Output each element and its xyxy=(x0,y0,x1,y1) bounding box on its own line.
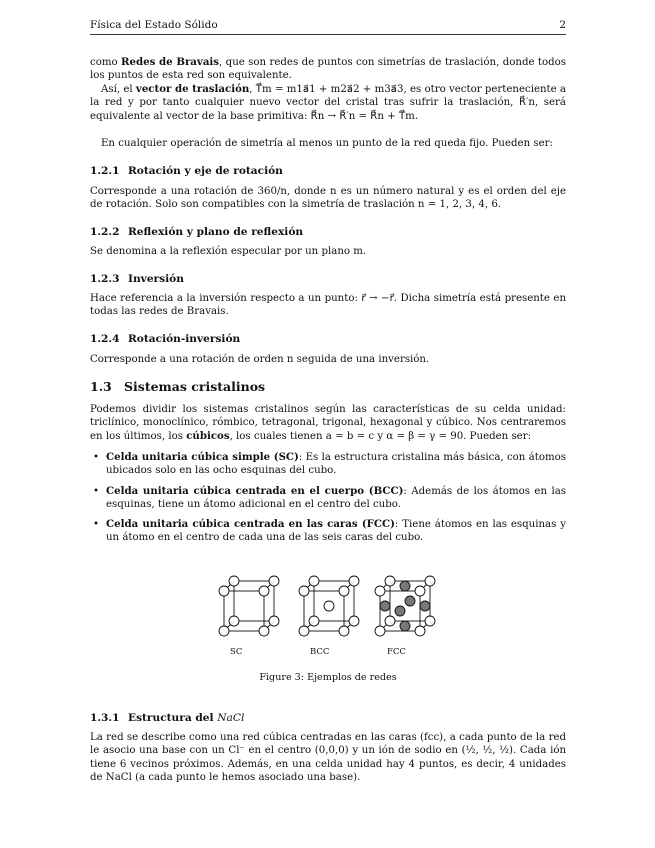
figure-label-fcc: FCC xyxy=(387,647,406,657)
bcc-cell xyxy=(299,576,359,636)
lattice-figure xyxy=(210,571,450,661)
running-header xyxy=(90,18,566,35)
figure-caption: Figure 3: Ejemplos de redes xyxy=(259,672,397,683)
term-bravais: Redes de Bravais xyxy=(121,56,220,68)
subsection-heading-1-3-1: 1.3.1 Estructura del NaCl xyxy=(90,712,245,724)
subsection-heading-1-2-1: 1.2.1 Rotación y eje de rotación xyxy=(90,165,283,177)
section-heading-1-3: 1.3 Sistemas cristalinos xyxy=(90,379,266,394)
fcc-cell xyxy=(375,576,435,636)
list-item: • Celda unitaria cúbica simple (SC): Es la estructura cristalina más básica, con átomos ubicados solo en las ocho esquinas del cubo. xyxy=(93,451,566,477)
header-title: Física del Estado Sólido xyxy=(90,19,218,31)
term-translation-vector: vector de traslación xyxy=(135,83,250,95)
figure-label-sc: SC xyxy=(230,647,243,657)
list-item: • Celda unitaria cúbica centrada en el cuerpo (BCC): Además de los átomos en las esquinas, tiene un átomo adicional en el centro del cubo. xyxy=(93,485,567,511)
subsection-heading-1-2-2: 1.2.2 Reflexión y plano de reflexión xyxy=(90,226,304,238)
intro-paragraph-1: como Redes de Bravais, que son redes de puntos con simetrías de traslación, donde todos los puntos de esta red son equivalente. xyxy=(90,56,566,82)
subsection-text-1-2-3: Hace referencia a la inversión respecto a un punto: r⃗ → −r⃗. Dicha simetría está presente en todas las redes de Bravais. xyxy=(90,293,566,318)
term-cubicos: cúbicos xyxy=(186,429,230,442)
list-item: • Celda unitaria cúbica centrada en las caras (FCC): Tiene átomos en las esquinas y un átomo en el centro de cada una de las seis caras del cubo. xyxy=(93,518,566,544)
subsection-text-1-2-1: Corresponde a una rotación de 360/n, donde n es un número natural y es el orden del eje de rotación. Solo son compatibles con la simetría de traslación n = 1, 2, 3, 4, 6. xyxy=(90,186,566,211)
bullet-icon: • xyxy=(93,486,100,497)
subsection-heading-1-2-3: 1.2.3 Inversión xyxy=(90,273,184,285)
bullet-icon: • xyxy=(93,452,100,463)
figure-label-bcc: BCC xyxy=(310,647,330,657)
page-number: 2 xyxy=(559,19,566,31)
sc-cell xyxy=(219,576,279,636)
subsection-text-1-3-1: La red se describe como una red cúbica centradas en las caras (fcc), a cada punto de la red le asocio una base con un Cl⁻ en el centro (0,0,0) y un ión de sodio en (½, ½, ½). Cada ión tiene 6 vecinos próximos. Además, en una celda unidad hay 4 puntos, es decir, 4 unidades de NaCl (a cada punto le hemos asociado una base). xyxy=(90,732,567,784)
section-text-1-3: Podemos dividir los sistemas cristalinos según las características de su celda unidad: triclínico, monoclínico, rómbico, tetragonal, trigonal, hexagonal y cúbico. Nos centraremos en los últimos, los cúbicos, los cuales tienen a = b = c y α = β = γ = 90. Pueden ser: xyxy=(90,404,566,442)
subsection-text-1-2-2: Se denomina a la reflexión especular por un plano m. xyxy=(90,246,367,257)
bullet-icon: • xyxy=(93,519,100,530)
subsection-text-1-2-4: Corresponde a una rotación de orden n seguida de una inversión. xyxy=(90,354,430,365)
subsection-heading-1-2-4: 1.2.4 Rotación-inversión xyxy=(90,333,241,345)
intro-paragraph-3: En cualquier operación de simetría al menos un punto de la red queda fijo. Pueden ser: xyxy=(101,138,553,149)
intro-paragraph-2: Así, el vector de traslación, T⃗m = m1a⃗1 + m2a⃗2 + m3a⃗3, es otro vector perteneciente a la red y por tanto cualquier nuevo vector del cristal tras sufrir la traslación, R⃗′n, será equivalente al vector de la base primitiva: R⃗n → R⃗′n = R⃗n + T⃗m. xyxy=(90,83,566,122)
